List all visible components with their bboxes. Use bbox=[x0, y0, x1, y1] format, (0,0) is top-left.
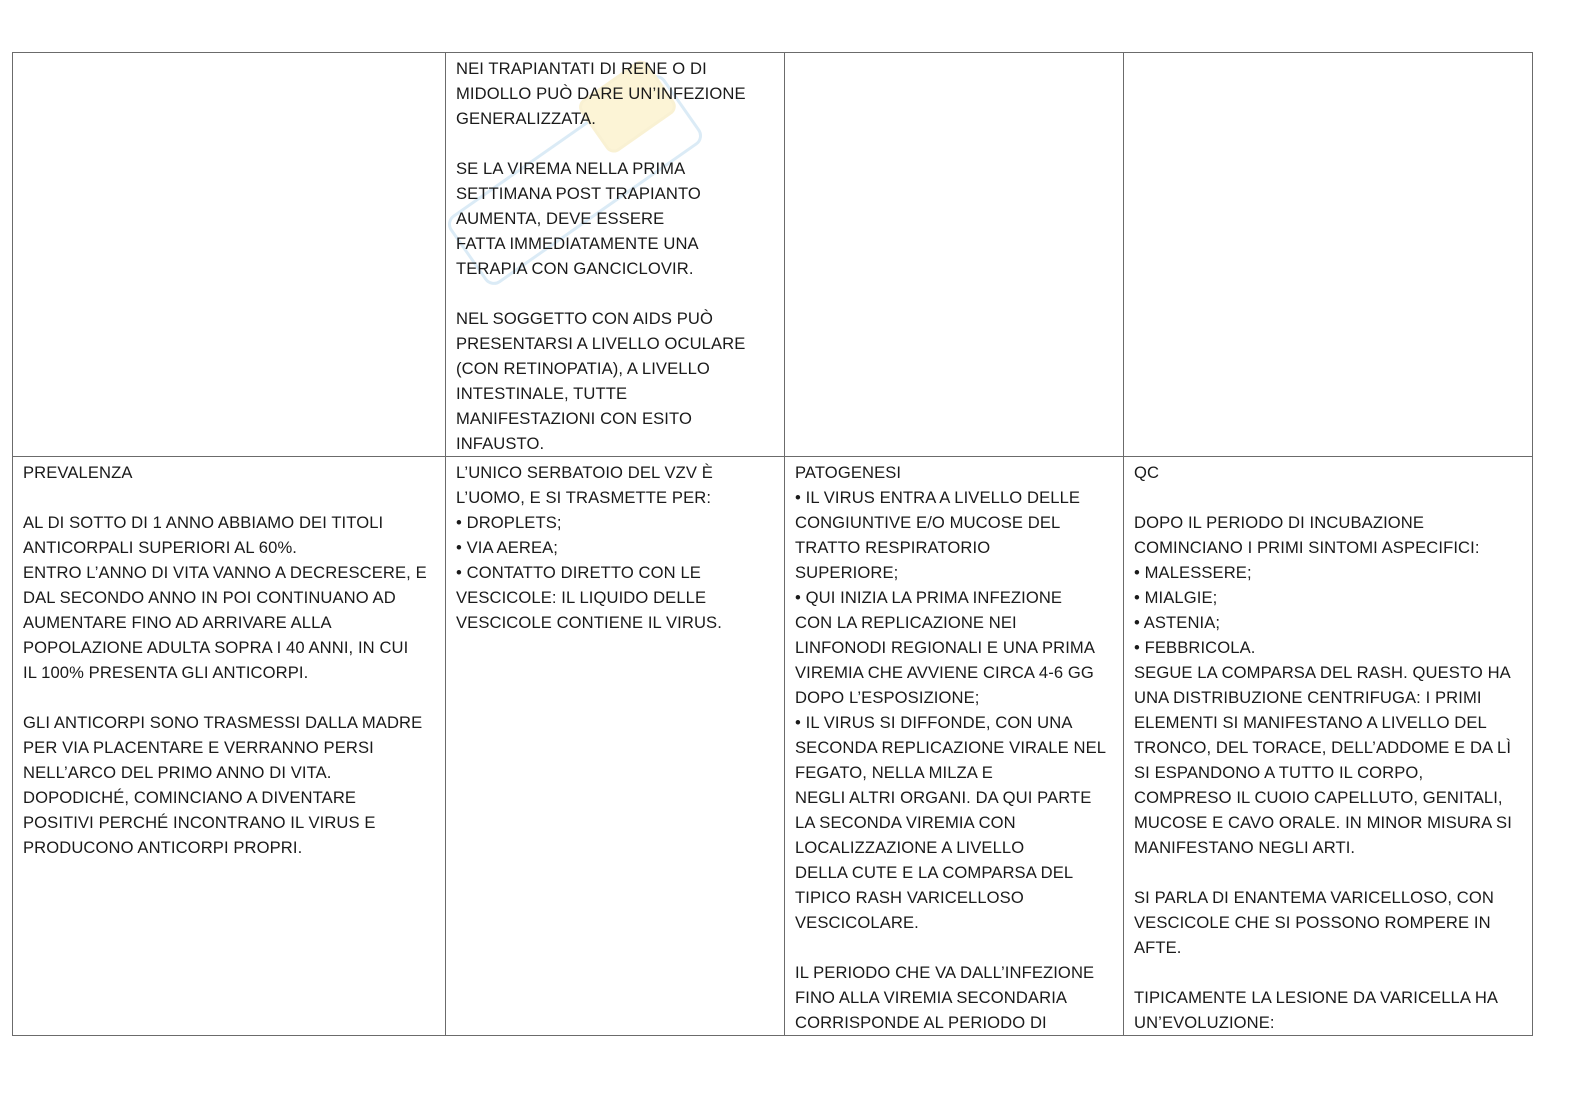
text-line: (CON RETINOPATIA), A LIVELLO bbox=[456, 359, 710, 378]
text-line: SI PARLA DI ENANTEMA VARICELLOSO, CON bbox=[1134, 888, 1494, 907]
text-line: • ASTENIA; bbox=[1134, 613, 1221, 632]
paragraph-gap bbox=[456, 281, 774, 306]
text-line: VESCICOLE CONTIENE IL VIRUS. bbox=[456, 613, 722, 632]
text-line: LOCALIZZAZIONE A LIVELLO bbox=[795, 838, 1025, 857]
text-line: • FEBBRICOLA. bbox=[1134, 638, 1256, 657]
text-line: ANTICORPALI SUPERIORI AL 60%. bbox=[23, 538, 298, 557]
text-line: SUPERIORE; bbox=[795, 563, 899, 582]
text-line: UN’EVOLUZIONE: bbox=[1134, 1013, 1275, 1032]
text-line: FEGATO, NELLA MILZA E bbox=[795, 763, 993, 782]
text-line: FINO ALLA VIREMIA SECONDARIA bbox=[795, 988, 1068, 1007]
text-line: TIPICAMENTE LA LESIONE DA VARICELLA HA bbox=[1134, 988, 1499, 1007]
text-line: CONGIUNTIVE E/O MUCOSE DEL bbox=[795, 513, 1061, 532]
text-line: DOPO L’ESPOSIZIONE; bbox=[795, 688, 980, 707]
text-line: • IL VIRUS SI DIFFONDE, CON UNA bbox=[795, 713, 1073, 732]
text-line: MUCOSE E CAVO ORALE. IN MINOR MISURA SI bbox=[1134, 813, 1512, 832]
text-line: PER VIA PLACENTARE E VERRANNO PERSI bbox=[23, 738, 374, 757]
paragraph-gap bbox=[1134, 960, 1522, 985]
text-line: TERAPIA CON GANCICLOVIR. bbox=[456, 259, 694, 278]
text-line: PATOGENESI bbox=[795, 463, 902, 482]
text-line: MANIFESTAZIONI CON ESITO bbox=[456, 409, 692, 428]
text-line: SETTIMANA POST TRAPIANTO bbox=[456, 184, 701, 203]
text-line: AUMENTARE FINO AD ARRIVARE ALLA bbox=[23, 613, 332, 632]
text-line: • CONTATTO DIRETTO CON LE bbox=[456, 563, 701, 582]
text-line: DELLA CUTE E LA COMPARSA DEL bbox=[795, 863, 1074, 882]
text-line: • MALESSERE; bbox=[1134, 563, 1252, 582]
text-line: VESCICOLE CHE SI POSSONO ROMPERE IN bbox=[1134, 913, 1491, 932]
text-line: QC bbox=[1134, 463, 1160, 482]
text-line: DAL SECONDO ANNO IN POI CONTINUANO AD bbox=[23, 588, 396, 607]
text-line: IL 100% PRESENTA GLI ANTICORPI. bbox=[23, 663, 309, 682]
paragraph-gap bbox=[23, 485, 435, 510]
text-line: POSITIVI PERCHÉ INCONTRANO IL VIRUS E bbox=[23, 813, 376, 832]
text-line: • VIA AEREA; bbox=[456, 538, 559, 557]
text-line: TRATTO RESPIRATORIO bbox=[795, 538, 991, 557]
text-line: COMINCIANO I PRIMI SINTOMI ASPECIFICI: bbox=[1134, 538, 1480, 557]
table-cell bbox=[1124, 53, 1533, 457]
text-line: • QUI INIZIA LA PRIMA INFEZIONE bbox=[795, 588, 1063, 607]
text-line: DOPO IL PERIODO DI INCUBAZIONE bbox=[1134, 513, 1425, 532]
text-line: UNA DISTRIBUZIONE CENTRIFUGA: I PRIMI bbox=[1134, 688, 1482, 707]
text-line: • MIALGIE; bbox=[1134, 588, 1218, 607]
text-line: MANIFESTANO NEGLI ARTI. bbox=[1134, 838, 1356, 857]
text-line: VIREMIA CHE AVVIENE CIRCA 4-6 GG bbox=[795, 663, 1094, 682]
text-line: VESCICOLE: IL LIQUIDO DELLE bbox=[456, 588, 707, 607]
paragraph-gap bbox=[23, 685, 435, 710]
text-line: TRONCO, DEL TORACE, DELL’ADDOME E DA LÌ bbox=[1134, 738, 1512, 757]
text-line: AFTE. bbox=[1134, 938, 1182, 957]
table-cell bbox=[13, 53, 446, 457]
text-line: L’UOMO, E SI TRASMETTE PER: bbox=[456, 488, 712, 507]
text-line: GLI ANTICORPI SONO TRASMESSI DALLA MADRE bbox=[23, 713, 423, 732]
pathogenesis-cell bbox=[785, 457, 1124, 1036]
text-line: • DROPLETS; bbox=[456, 513, 562, 532]
paragraph-gap bbox=[1134, 860, 1522, 885]
text-line: MIDOLLO PUÒ DARE UN’INFEZIONE bbox=[456, 84, 746, 103]
paragraph-gap bbox=[456, 131, 774, 156]
text-line: ENTRO L’ANNO DI VITA VANNO A DECRESCERE, E bbox=[23, 563, 427, 582]
text-line: NEGLI ALTRI ORGANI. DA QUI PARTE bbox=[795, 788, 1092, 807]
text-line: ELEMENTI SI MANIFESTANO A LIVELLO DEL bbox=[1134, 713, 1487, 732]
text-line: LINFONODI REGIONALI E UNA PRIMA bbox=[795, 638, 1095, 657]
text-line: SECONDA REPLICAZIONE VIRALE NEL bbox=[795, 738, 1107, 757]
prevalence-cell bbox=[13, 457, 446, 1036]
text-line: PRESENTARSI A LIVELLO OCULARE bbox=[456, 334, 746, 353]
text-line: PRODUCONO ANTICORPI PROPRI. bbox=[23, 838, 303, 857]
text-line: NEI TRAPIANTATI DI RENE O DI bbox=[456, 59, 707, 78]
text-line: AUMENTA, DEVE ESSERE bbox=[456, 209, 665, 228]
text-line: COMPRESO IL CUOIO CAPELLUTO, GENITALI, bbox=[1134, 788, 1503, 807]
text-line: TIPICO RASH VARICELLOSO bbox=[795, 888, 1024, 907]
text-line: AL DI SOTTO DI 1 ANNO ABBIAMO DEI TITOLI bbox=[23, 513, 384, 532]
text-line: FATTA IMMEDIATAMENTE UNA bbox=[456, 234, 699, 253]
text-line: • IL VIRUS ENTRA A LIVELLO DELLE bbox=[795, 488, 1081, 507]
notes-table bbox=[12, 52, 1533, 1036]
text-line: NELL’ARCO DEL PRIMO ANNO DI VITA. bbox=[23, 763, 332, 782]
clinical-picture-cell bbox=[1124, 457, 1533, 1036]
table-row bbox=[13, 457, 1533, 1036]
table-row bbox=[13, 53, 1533, 457]
text-line: CON LA REPLICAZIONE NEI bbox=[795, 613, 1017, 632]
text-line: POPOLAZIONE ADULTA SOPRA I 40 ANNI, IN CUI bbox=[23, 638, 409, 657]
text-line: L’UNICO SERBATOIO DEL VZV È bbox=[456, 463, 713, 482]
text-line: CORRISPONDE AL PERIODO DI bbox=[795, 1013, 1047, 1032]
transplant-notes-cell bbox=[446, 53, 785, 457]
text-line: IL PERIODO CHE VA DALL’INFEZIONE bbox=[795, 963, 1095, 982]
text-line: INFAUSTO. bbox=[456, 434, 545, 453]
text-line: SI ESPANDONO A TUTTO IL CORPO, bbox=[1134, 763, 1424, 782]
text-line: GENERALIZZATA. bbox=[456, 109, 597, 128]
transmission-cell bbox=[446, 457, 785, 1036]
paragraph-gap bbox=[795, 935, 1113, 960]
text-line: INTESTINALE, TUTTE bbox=[456, 384, 628, 403]
text-line: DOPODICHÉ, COMINCIANO A DIVENTARE bbox=[23, 788, 357, 807]
paragraph-gap bbox=[1134, 485, 1522, 510]
text-line: NEL SOGGETTO CON AIDS PUÒ bbox=[456, 309, 713, 328]
text-line: VESCICOLARE. bbox=[795, 913, 919, 932]
text-line: SE LA VIREMA NELLA PRIMA bbox=[456, 159, 686, 178]
table-cell bbox=[785, 53, 1124, 457]
text-line: LA SECONDA VIREMIA CON bbox=[795, 813, 1016, 832]
text-line: PREVALENZA bbox=[23, 463, 133, 482]
text-line: SEGUE LA COMPARSA DEL RASH. QUESTO HA bbox=[1134, 663, 1511, 682]
